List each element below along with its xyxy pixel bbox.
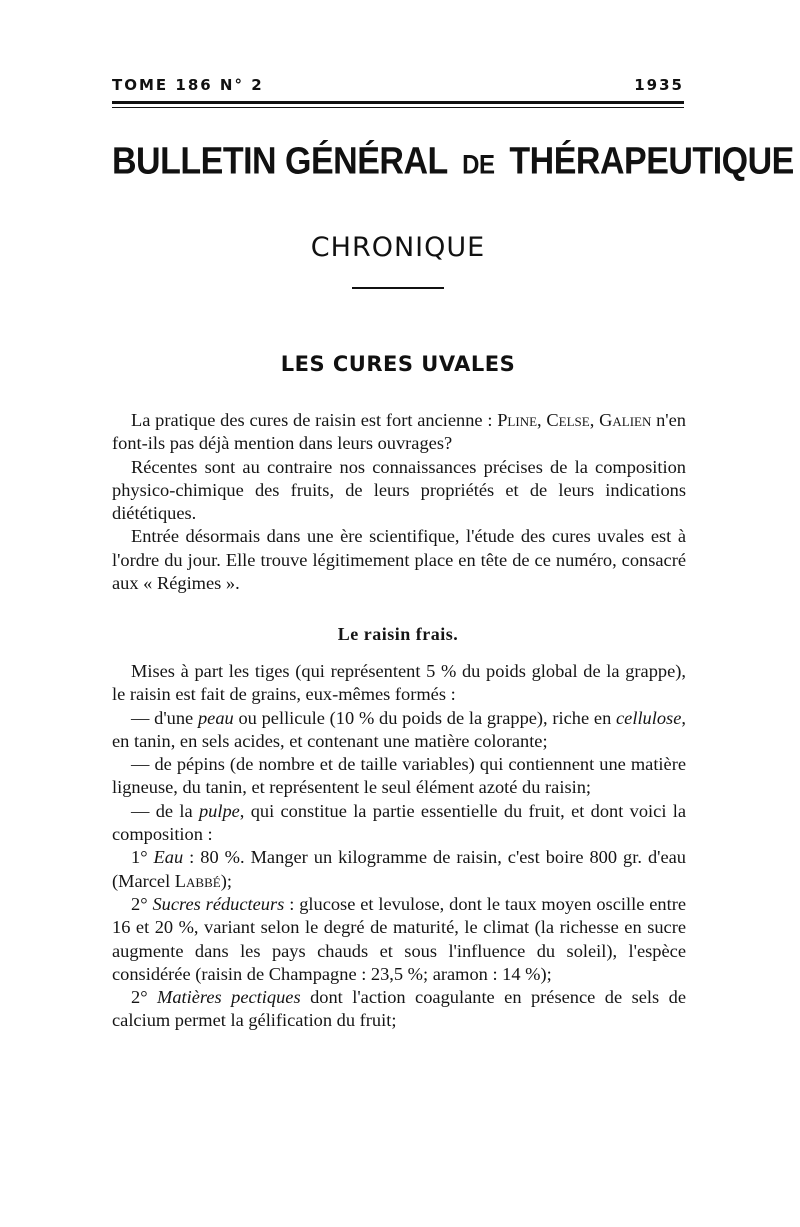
body-paragraph-2: [112, 707, 686, 754]
article-title: LES CURES UVALES: [280, 352, 516, 376]
volume-number: TOME 186 N° 2: [112, 76, 264, 94]
term-matieres-pectiques: Matières pectiques: [157, 987, 301, 1008]
header-rule-thick: [112, 101, 684, 104]
body-paragraph-7: [112, 986, 686, 1033]
body-paragraph-6: [112, 893, 686, 986]
text-run: , qui constitue la partie essentielle du fruit, et dont voici la composition :: [112, 800, 686, 845]
section-title: CHRONIQUE: [310, 232, 486, 263]
journal-title-part2: DE: [462, 150, 495, 181]
term-pulpe: pulpe: [198, 800, 240, 821]
header-rule-thin: [112, 107, 684, 108]
text-run: : glucose et levulose, dont le taux moyen oscille entre 16 et 20 %, variant selon le degré de maturité, le climat (la richesse en sucre augmente dans les pays chauds et sous l'influence du soleil), l'espèce considérée (raisin de Champagne : 23,5 %; aramon : 14 %);: [112, 893, 686, 984]
list-number: 2°: [131, 987, 158, 1008]
text-run: ou pellicule (10 % du poids de la grappe), riche en: [233, 707, 617, 728]
author-name-pline: Pline: [497, 410, 538, 430]
term-eau: Eau: [153, 847, 184, 868]
body-paragraph-3: — de pépins (de nombre et de taille variables) qui contiennent une matière ligneuse, du tanin, et représentent le seul élément azoté du raisin;: [112, 754, 686, 798]
text-run: La pratique des cures de raisin est fort ancienne :: [131, 410, 498, 430]
intro-paragraph-2: Récentes sont au contraire nos connaissances précises de la composition physico-chimique des fruits, de leurs propriétés et de leurs indications diététiques.: [112, 456, 686, 524]
text-run: );: [220, 870, 232, 891]
author-name-labbe: Labbé: [174, 870, 221, 891]
term-sucres-reducteurs: Sucres réducteurs: [152, 893, 285, 914]
journal-title-part3: THÉRAPEUTIQUE: [509, 140, 794, 183]
author-name-galien: Galien: [599, 410, 652, 430]
body-paragraph-4: [112, 800, 686, 847]
text-run: dont l'action coagulante en présence de sels de calcium permet la gélification du fruit;: [112, 987, 686, 1031]
text-run: — de la: [131, 800, 199, 821]
text-run: n'en font-ils pas déjà mention dans leurs ouvrages?: [112, 410, 686, 454]
intro-paragraph-3: Entrée désormais dans une ère scientifique, l'étude des cures uvales est à l'ordre du jour. Elle trouve légitimement place en tête de ce numéro, consacré aux « Régimes ».: [112, 526, 686, 594]
list-number: 1°: [131, 847, 154, 868]
text-run: — d'une: [131, 707, 198, 728]
journal-title-part1: BULLETIN GÉNÉRAL: [112, 140, 448, 183]
body-paragraph-5: [112, 846, 686, 893]
section-divider: [352, 287, 444, 289]
body-paragraph-1: Mises à part les tiges (qui représentent 5 % du poids global de la grappe), le raisin est fait de grains, eux-mêmes formés :: [112, 661, 686, 705]
author-name-celse: Celse: [546, 410, 590, 430]
intro-text: [112, 409, 686, 595]
text-run: : 80 %. Manger un kilogramme de raisin, c'est boire 800 gr. d'eau (Marcel: [112, 847, 686, 891]
list-number: 2°: [131, 893, 153, 914]
journal-title: [112, 140, 794, 184]
term-cellulose: cellulose: [616, 707, 682, 728]
term-peau: peau: [197, 707, 234, 728]
text-run: ,: [589, 410, 600, 430]
body-text: [112, 660, 686, 1033]
publication-year: 1935: [634, 76, 684, 94]
text-run: ,: [537, 410, 547, 430]
subsection-heading: Le raisin frais.: [337, 624, 459, 644]
intro-paragraph-1: [112, 409, 686, 456]
text-run: , en tanin, en sels acides, et contenant une matière colorante;: [112, 707, 686, 751]
running-header: [112, 76, 684, 98]
